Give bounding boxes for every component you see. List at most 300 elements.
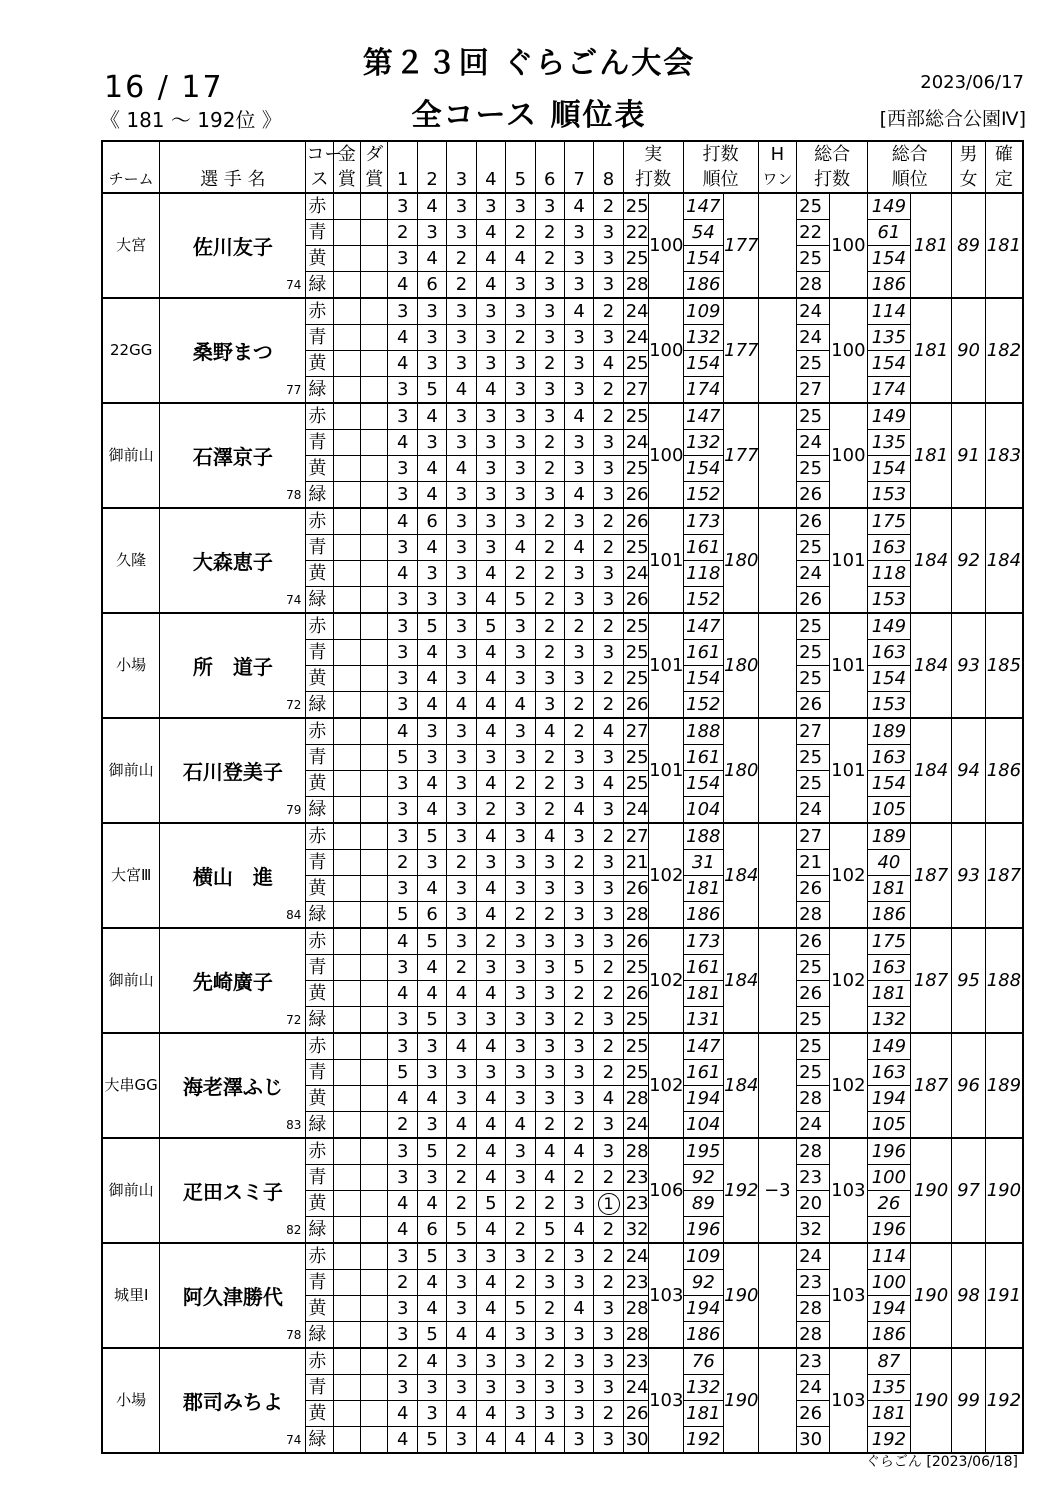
hole-score-7: 2 (564, 850, 593, 876)
player-group (102, 193, 1023, 298)
overall-course-rank: 118 (868, 561, 911, 587)
da-prize-cell (361, 246, 388, 272)
hole-score-4: 3 (476, 298, 505, 325)
hole-score-3: 2 (447, 1191, 476, 1217)
hole-score-5: 3 (506, 981, 535, 1007)
overall-subtotal: 28 (797, 902, 829, 929)
overall-subtotal: 25 (797, 246, 829, 272)
player-age: 72 (286, 698, 302, 712)
hole-score-6: 4 (535, 1165, 564, 1191)
hole-score-5: 2 (506, 220, 535, 246)
gold-prize-cell (333, 561, 360, 587)
hole-score-7: 3 (564, 1086, 593, 1112)
hole-score-7: 3 (564, 902, 593, 929)
hole-score-3: 3 (447, 902, 476, 929)
overall-course-rank: 153 (868, 482, 911, 509)
da-prize-cell (361, 1191, 388, 1217)
team-cell: 御前山 (102, 718, 160, 823)
table-header (102, 141, 1023, 193)
course-cell: 黄 (306, 246, 333, 272)
hole-score-4: 4 (476, 692, 505, 719)
player-group (102, 928, 1023, 1033)
player-age: 79 (286, 803, 302, 817)
hole-score-6: 2 (535, 430, 564, 456)
course-cell: 緑 (306, 692, 333, 719)
results-table (101, 140, 1024, 1454)
gold-prize-cell (333, 1217, 360, 1244)
hole-score-6: 3 (535, 377, 564, 404)
gold-prize-cell (333, 981, 360, 1007)
hole-score-3: 3 (447, 745, 476, 771)
overall-course-rank: 149 (868, 193, 911, 220)
hole-score-3: 3 (447, 928, 476, 955)
col-total-bottom: 打数 (797, 167, 868, 193)
hole-score-5: 2 (506, 1191, 535, 1217)
player-group (102, 718, 1023, 823)
hole-score-7: 3 (564, 745, 593, 771)
gold-prize-cell (333, 797, 360, 824)
hole-score-8: 2 (594, 1217, 623, 1244)
hole-score-7: 4 (564, 403, 593, 430)
actual-strokes: 100 (649, 193, 683, 298)
course-cell: 黄 (306, 351, 333, 377)
player-group (102, 1033, 1023, 1138)
hole-score-3: 4 (447, 1033, 476, 1060)
hole-score-1: 3 (388, 246, 417, 272)
overall-strokes: 101 (829, 508, 868, 613)
da-prize-cell (361, 1296, 388, 1322)
course-stroke-rank: 188 (683, 718, 724, 745)
course-stroke-rank: 152 (683, 587, 724, 614)
overall-subtotal: 25 (797, 1060, 829, 1086)
hole-score-5: 3 (506, 430, 535, 456)
hole-score-3: 3 (447, 640, 476, 666)
hole-score-5: 3 (506, 613, 535, 640)
da-prize-cell (361, 718, 388, 745)
hole-score-6: 3 (535, 403, 564, 430)
hole-score-5: 5 (506, 587, 535, 614)
da-prize-cell (361, 377, 388, 404)
course-stroke-rank: 109 (683, 1243, 724, 1270)
hole-score-5: 3 (506, 377, 535, 404)
hole-score-7: 3 (564, 325, 593, 351)
overall-course-rank: 194 (868, 1296, 911, 1322)
player-age: 74 (286, 278, 302, 292)
gender-rank: 95 (952, 928, 985, 1033)
course-stroke-rank: 154 (683, 771, 724, 797)
gold-prize-cell (333, 1191, 360, 1217)
course-stroke-rank: 173 (683, 508, 724, 535)
hole-score-3: 2 (447, 850, 476, 876)
course-subtotal: 25 (623, 613, 648, 640)
overall-strokes: 102 (829, 1033, 868, 1138)
player-name: 阿久津勝代 (182, 1285, 283, 1309)
da-prize-cell (361, 745, 388, 771)
da-prize-cell (361, 508, 388, 535)
final-rank: 187 (985, 823, 1023, 928)
course-subtotal: 25 (623, 246, 648, 272)
hole-score-7: 3 (564, 351, 593, 377)
hole-score-6: 3 (535, 692, 564, 719)
hole-score-2: 3 (417, 220, 446, 246)
overall-course-rank: 132 (868, 1007, 911, 1034)
hole-score-6: 4 (535, 1138, 564, 1165)
col-actual-top: 実 (623, 141, 683, 167)
table-row (102, 508, 1023, 535)
hole-score-7: 3 (564, 1191, 593, 1217)
overall-subtotal: 26 (797, 876, 829, 902)
course-stroke-rank: 161 (683, 745, 724, 771)
hole-score-2: 6 (417, 1217, 446, 1244)
hole-in-one-bonus (758, 928, 797, 1033)
hole-score-2: 3 (417, 1165, 446, 1191)
hole-score-2: 3 (417, 561, 446, 587)
col-stroke-rank-bottom: 順位 (683, 167, 758, 193)
overall-course-rank: 149 (868, 1033, 911, 1060)
overall-subtotal: 26 (797, 1401, 829, 1427)
course-cell: 青 (306, 1165, 333, 1191)
player-name-cell (160, 1243, 306, 1348)
hole-score-6: 2 (535, 640, 564, 666)
actual-strokes: 101 (649, 613, 683, 718)
overall-subtotal: 24 (797, 1375, 829, 1401)
course-cell: 青 (306, 1375, 333, 1401)
hole-score-5: 3 (506, 718, 535, 745)
hole-score-1: 3 (388, 640, 417, 666)
hole-score-1: 2 (388, 1348, 417, 1375)
hole-score-8: 3 (594, 456, 623, 482)
hole-score-8: 3 (594, 1296, 623, 1322)
hole-score-5: 3 (506, 640, 535, 666)
overall-rank: 184 (910, 508, 952, 613)
hole-score-4: 4 (476, 377, 505, 404)
final-rank: 189 (985, 1033, 1023, 1138)
course-subtotal: 24 (623, 325, 648, 351)
hole-score-1: 3 (388, 535, 417, 561)
actual-strokes: 102 (649, 1033, 683, 1138)
course-stroke-rank: 161 (683, 955, 724, 981)
da-prize-cell (361, 561, 388, 587)
hole-score-7: 3 (564, 1427, 593, 1454)
hole-score-6: 2 (535, 508, 564, 535)
course-subtotal: 22 (623, 220, 648, 246)
course-stroke-rank: 188 (683, 823, 724, 850)
hole-score-8: 3 (594, 325, 623, 351)
col-hole-8: 8 (594, 167, 623, 193)
hole-score-6: 3 (535, 1401, 564, 1427)
hole-score-1: 3 (388, 876, 417, 902)
gold-prize-cell (333, 1348, 360, 1375)
hole-score-5: 3 (506, 1007, 535, 1034)
hole-score-4: 3 (476, 535, 505, 561)
gold-prize-cell (333, 298, 360, 325)
course-cell: 緑 (306, 1112, 333, 1139)
overall-course-rank: 40 (868, 850, 911, 876)
hole-score-8: 3 (594, 430, 623, 456)
overall-course-rank: 154 (868, 456, 911, 482)
hole-score-6: 3 (535, 850, 564, 876)
gold-prize-cell (333, 1375, 360, 1401)
course-cell: 緑 (306, 1217, 333, 1244)
hole-score-5: 3 (506, 1165, 535, 1191)
gender-rank: 91 (952, 403, 985, 508)
player-name: 大森恵子 (192, 550, 273, 574)
hole-score-3: 2 (447, 955, 476, 981)
hole-score-5: 3 (506, 1348, 535, 1375)
course-stroke-rank: 132 (683, 1375, 724, 1401)
hole-score-1: 3 (388, 1375, 417, 1401)
overall-course-rank: 163 (868, 1060, 911, 1086)
overall-subtotal: 21 (797, 850, 829, 876)
stroke-rank: 180 (724, 718, 758, 823)
hole-score-4: 3 (476, 430, 505, 456)
hole-score-7: 3 (564, 1375, 593, 1401)
da-prize-cell (361, 797, 388, 824)
hole-score-7: 2 (564, 613, 593, 640)
hole-score-2: 3 (417, 430, 446, 456)
hole-score-1: 3 (388, 771, 417, 797)
hole-score-8: 2 (594, 666, 623, 692)
da-prize-cell (361, 640, 388, 666)
da-prize-cell (361, 666, 388, 692)
da-prize-cell (361, 1243, 388, 1270)
gold-prize-cell (333, 193, 360, 220)
course-subtotal: 25 (623, 456, 648, 482)
hole-score-4: 4 (476, 1217, 505, 1244)
player-group (102, 823, 1023, 928)
hole-score-1: 3 (388, 797, 417, 824)
hole-score-5: 3 (506, 797, 535, 824)
overall-course-rank: 135 (868, 430, 911, 456)
course-subtotal: 24 (623, 430, 648, 456)
hole-score-6: 2 (535, 351, 564, 377)
overall-rank: 187 (910, 928, 952, 1033)
course-subtotal: 25 (623, 535, 648, 561)
hole-score-5: 3 (506, 1138, 535, 1165)
hole-score-7: 3 (564, 1243, 593, 1270)
course-cell: 赤 (306, 823, 333, 850)
course-stroke-rank: 181 (683, 876, 724, 902)
player-age: 84 (286, 908, 302, 922)
hole-score-6: 2 (535, 561, 564, 587)
overall-strokes: 103 (829, 1243, 868, 1348)
hole-score-2: 4 (417, 666, 446, 692)
course-stroke-rank: 154 (683, 246, 724, 272)
hole-score-1: 4 (388, 1217, 417, 1244)
overall-course-rank: 100 (868, 1165, 911, 1191)
course-subtotal: 28 (623, 1086, 648, 1112)
gold-prize-cell (333, 220, 360, 246)
hole-score-2: 5 (417, 928, 446, 955)
hole-score-7: 3 (564, 771, 593, 797)
hole-score-3: 3 (447, 1375, 476, 1401)
hole-score-5: 4 (506, 1112, 535, 1139)
hole-score-4: 5 (476, 1191, 505, 1217)
hole-score-8: 2 (594, 1033, 623, 1060)
hole-score-5: 4 (506, 535, 535, 561)
course-subtotal: 26 (623, 692, 648, 719)
hole-score-6: 3 (535, 298, 564, 325)
course-stroke-rank: 31 (683, 850, 724, 876)
player-age: 78 (286, 488, 302, 502)
gender-rank: 90 (952, 298, 985, 403)
overall-course-rank: 186 (868, 902, 911, 929)
course-stroke-rank: 195 (683, 1138, 724, 1165)
stroke-rank: 190 (724, 1348, 758, 1453)
hole-score-1: 3 (388, 1033, 417, 1060)
gold-prize-cell (333, 1060, 360, 1086)
course-stroke-rank: 147 (683, 403, 724, 430)
course-cell: 青 (306, 640, 333, 666)
overall-course-rank: 181 (868, 876, 911, 902)
overall-strokes: 102 (829, 823, 868, 928)
hole-score-3: 2 (447, 1165, 476, 1191)
course-subtotal: 25 (623, 745, 648, 771)
overall-subtotal: 25 (797, 955, 829, 981)
da-prize-cell (361, 1112, 388, 1139)
overall-subtotal: 20 (797, 1191, 829, 1217)
gold-prize-cell (333, 351, 360, 377)
hole-score-1: 3 (388, 613, 417, 640)
hole-score-6: 3 (535, 1007, 564, 1034)
hole-score-7: 3 (564, 1270, 593, 1296)
gold-prize-cell (333, 1086, 360, 1112)
hole-score-1: 3 (388, 403, 417, 430)
hole-score-1: 3 (388, 1165, 417, 1191)
hole-score-4: 3 (476, 1060, 505, 1086)
hole-score-6: 2 (535, 1348, 564, 1375)
hole-score-6: 2 (535, 613, 564, 640)
hole-in-one-bonus (758, 1033, 797, 1138)
course-cell: 赤 (306, 1138, 333, 1165)
course-subtotal: 21 (623, 850, 648, 876)
page-subtitle: 全コース 順位表 (411, 98, 647, 133)
table-row (102, 823, 1023, 850)
course-subtotal: 26 (623, 482, 648, 509)
stroke-rank: 177 (724, 298, 758, 403)
course-cell: 緑 (306, 1007, 333, 1034)
overall-subtotal: 26 (797, 928, 829, 955)
course-subtotal: 28 (623, 902, 648, 929)
course-subtotal: 24 (623, 298, 648, 325)
course-subtotal: 23 (623, 1348, 648, 1375)
da-prize-cell (361, 692, 388, 719)
hole-score-7: 4 (564, 797, 593, 824)
hole-score-4: 4 (476, 823, 505, 850)
course-subtotal: 24 (623, 797, 648, 824)
hole-score-2: 3 (417, 718, 446, 745)
da-prize-cell (361, 1322, 388, 1349)
overall-subtotal: 27 (797, 823, 829, 850)
hole-score-3: 3 (447, 771, 476, 797)
hole-score-2: 4 (417, 1348, 446, 1375)
overall-course-rank: 149 (868, 403, 911, 430)
hole-score-1: 2 (388, 1112, 417, 1139)
hole-score-7: 2 (564, 718, 593, 745)
hole-score-4: 3 (476, 325, 505, 351)
da-prize-cell (361, 1165, 388, 1191)
course-stroke-rank: 92 (683, 1165, 724, 1191)
player-age: 77 (286, 383, 302, 397)
gold-prize-cell (333, 535, 360, 561)
player-name-cell (160, 1348, 306, 1453)
hole-score-1: 4 (388, 1191, 417, 1217)
actual-strokes: 101 (649, 718, 683, 823)
overall-subtotal: 28 (797, 1322, 829, 1349)
overall-rank: 181 (910, 193, 952, 298)
hole-score-8: 3 (594, 1375, 623, 1401)
hole-score-2: 3 (417, 298, 446, 325)
hole-score-5: 3 (506, 1086, 535, 1112)
hole-score-4: 3 (476, 193, 505, 220)
overall-strokes: 100 (829, 403, 868, 508)
hole-score-2: 5 (417, 1007, 446, 1034)
hole-score-8: 4 (594, 1086, 623, 1112)
overall-course-rank: 114 (868, 1243, 911, 1270)
hole-score-3: 3 (447, 1270, 476, 1296)
gender-rank: 96 (952, 1033, 985, 1138)
course-subtotal: 30 (623, 1427, 648, 1454)
gold-prize-cell (333, 718, 360, 745)
hole-score-3: 2 (447, 246, 476, 272)
hole-score-8 (594, 1191, 623, 1217)
gold-prize-cell (333, 430, 360, 456)
hole-score-2: 4 (417, 1270, 446, 1296)
hole-score-5: 3 (506, 1401, 535, 1427)
course-subtotal: 27 (623, 823, 648, 850)
col-gold-top: 金 (333, 141, 360, 167)
overall-course-rank: 175 (868, 508, 911, 535)
course-subtotal: 25 (623, 666, 648, 692)
hole-score-1: 3 (388, 692, 417, 719)
course-subtotal: 26 (623, 981, 648, 1007)
course-subtotal: 23 (623, 1270, 648, 1296)
hole-score-8: 2 (594, 1270, 623, 1296)
hole-score-3: 3 (447, 1296, 476, 1322)
da-prize-cell (361, 220, 388, 246)
overall-subtotal: 25 (797, 193, 829, 220)
hole-score-2: 3 (417, 850, 446, 876)
team-cell: 久隆 (102, 508, 160, 613)
hole-score-2: 5 (417, 1138, 446, 1165)
col-hole-5: 5 (506, 167, 535, 193)
col-name: 選 手 名 (160, 167, 306, 193)
hole-score-4: 4 (476, 1138, 505, 1165)
gold-prize-cell (333, 1243, 360, 1270)
course-stroke-rank: 154 (683, 351, 724, 377)
hole-score-2: 4 (417, 955, 446, 981)
gold-prize-cell (333, 876, 360, 902)
course-subtotal: 26 (623, 587, 648, 614)
hole-score-1: 5 (388, 1060, 417, 1086)
da-prize-cell (361, 613, 388, 640)
hole-score-5: 3 (506, 1375, 535, 1401)
hole-score-2: 4 (417, 876, 446, 902)
col-course-bottom: ス (306, 167, 333, 193)
da-prize-cell (361, 850, 388, 876)
course-cell: 赤 (306, 1243, 333, 1270)
overall-strokes: 101 (829, 718, 868, 823)
stroke-rank: 180 (724, 508, 758, 613)
hole-score-4: 4 (476, 876, 505, 902)
hole-score-5: 3 (506, 508, 535, 535)
overall-course-rank: 175 (868, 928, 911, 955)
col-hole-3: 3 (447, 167, 476, 193)
hole-score-1: 5 (388, 745, 417, 771)
hole-score-7: 3 (564, 220, 593, 246)
da-prize-cell (361, 272, 388, 299)
course-subtotal: 25 (623, 403, 648, 430)
